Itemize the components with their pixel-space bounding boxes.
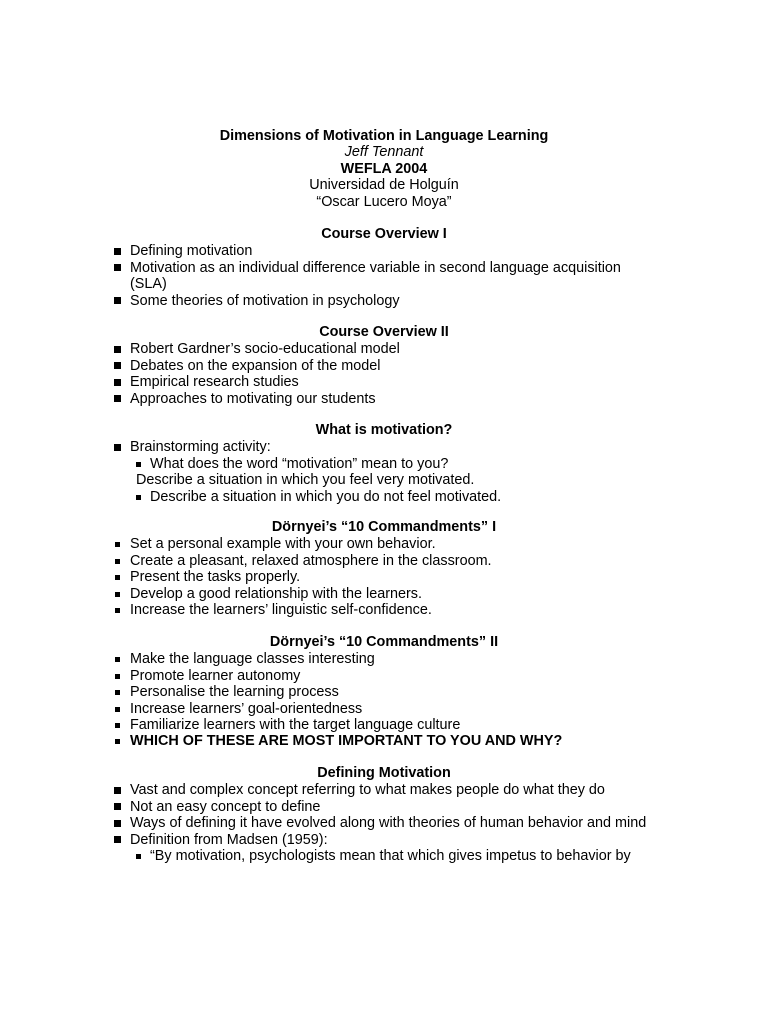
- bullet-list: [114, 651, 654, 749]
- document-header: [114, 128, 654, 210]
- list-item: Present the tasks properly.: [114, 569, 654, 585]
- list-item: Increase the learners’ linguistic self-confidence.: [114, 602, 654, 618]
- list-item: Increase learners’ goal-orientedness: [114, 701, 654, 717]
- list-item: Some theories of motivation in psychology: [114, 293, 654, 309]
- list-item: Develop a good relationship with the learners.: [114, 586, 654, 602]
- bullet-list: [114, 439, 654, 505]
- bullet-list: [114, 536, 654, 618]
- bullet-icon: [115, 690, 120, 695]
- sub-list-item: What does the word “motivation” mean to you?: [114, 456, 654, 472]
- section-defining-motivation: [114, 765, 654, 864]
- section-course-overview-2: [114, 324, 654, 407]
- bullet-icon: [114, 803, 121, 810]
- list-item: Motivation as an individual difference variable in second language acquisition (SLA): [114, 260, 654, 293]
- bullet-icon: [136, 854, 141, 859]
- list-item: Robert Gardner’s socio-educational model: [114, 341, 654, 357]
- author-name: Jeff Tennant: [344, 144, 424, 161]
- section-title: What is motivation?: [315, 422, 453, 438]
- bullet-icon: [114, 346, 121, 353]
- bullet-icon: [115, 592, 120, 597]
- section-dornyei-commandments-1: [114, 519, 654, 618]
- bullet-icon: [115, 608, 120, 613]
- list-item: Defining motivation: [114, 243, 654, 259]
- list-item: Not an easy concept to define: [114, 799, 654, 815]
- bullet-icon: [136, 495, 141, 500]
- section-title: Course Overview II: [319, 324, 449, 340]
- section-dornyei-commandments-2: [114, 634, 654, 750]
- bullet-icon: [114, 248, 121, 255]
- list-item: Set a personal example with your own behavior.: [114, 536, 654, 552]
- bullet-icon: [114, 787, 121, 794]
- bullet-icon: [114, 820, 121, 827]
- section-what-is-motivation: [114, 422, 654, 505]
- bullet-icon: [115, 559, 120, 564]
- institution: Universidad de Holguín: [309, 177, 459, 194]
- bullet-icon: [114, 264, 121, 271]
- list-item: Make the language classes interesting: [114, 651, 654, 667]
- list-item: Empirical research studies: [114, 374, 654, 390]
- bullet-icon: [114, 379, 121, 386]
- list-item-emphasis: WHICH OF THESE ARE MOST IMPORTANT TO YOU AND WHY?: [114, 733, 654, 749]
- list-item: Promote learner autonomy: [114, 668, 654, 684]
- section-title: Defining Motivation: [317, 765, 451, 781]
- bullet-icon: [115, 575, 120, 580]
- bullet-icon: [115, 657, 120, 662]
- bullet-icon: [114, 444, 121, 451]
- bullet-icon: [114, 395, 121, 402]
- list-item: Create a pleasant, relaxed atmosphere in the classroom.: [114, 553, 654, 569]
- list-item: Definition from Madsen (1959):: [114, 832, 654, 848]
- bullet-icon: [136, 462, 141, 467]
- bullet-icon: [115, 674, 120, 679]
- bullet-icon: [115, 707, 120, 712]
- list-item: Familiarize learners with the target language culture: [114, 717, 654, 733]
- institution-name: “Oscar Lucero Moya”: [316, 193, 452, 210]
- list-item: Personalise the learning process: [114, 684, 654, 700]
- bullet-icon: [115, 739, 120, 744]
- bullet-icon: [115, 723, 120, 728]
- list-item: Ways of defining it have evolved along with theories of human behavior and mind: [114, 815, 654, 831]
- list-item: Vast and complex concept referring to what makes people do what they do: [114, 782, 654, 798]
- sub-list-item: Describe a situation in which you do not feel motivated.: [114, 489, 654, 505]
- event-name: WEFLA 2004: [340, 160, 428, 177]
- document-title: Dimensions of Motivation in Language Learning: [219, 128, 549, 144]
- bullet-icon: [114, 297, 121, 304]
- sub-list-item: Describe a situation in which you feel very motivated.: [136, 472, 475, 489]
- section-title: Dörnyei’s “10 Commandments” II: [269, 634, 499, 650]
- bullet-list: [114, 243, 654, 309]
- list-item: Debates on the expansion of the model: [114, 358, 654, 374]
- bullet-list: [114, 782, 654, 864]
- sub-list-item: “By motivation, psychologists mean that which gives impetus to behavior by: [114, 848, 654, 864]
- list-item: Approaches to motivating our students: [114, 391, 654, 407]
- section-title: Dörnyei’s “10 Commandments” I: [271, 519, 497, 535]
- list-item: Brainstorming activity:: [114, 439, 654, 455]
- bullet-list: [114, 341, 654, 407]
- bullet-icon: [114, 362, 121, 369]
- bullet-icon: [115, 542, 120, 547]
- section-title: Course Overview I: [321, 226, 447, 242]
- section-course-overview-1: [114, 226, 654, 309]
- bullet-icon: [114, 836, 121, 843]
